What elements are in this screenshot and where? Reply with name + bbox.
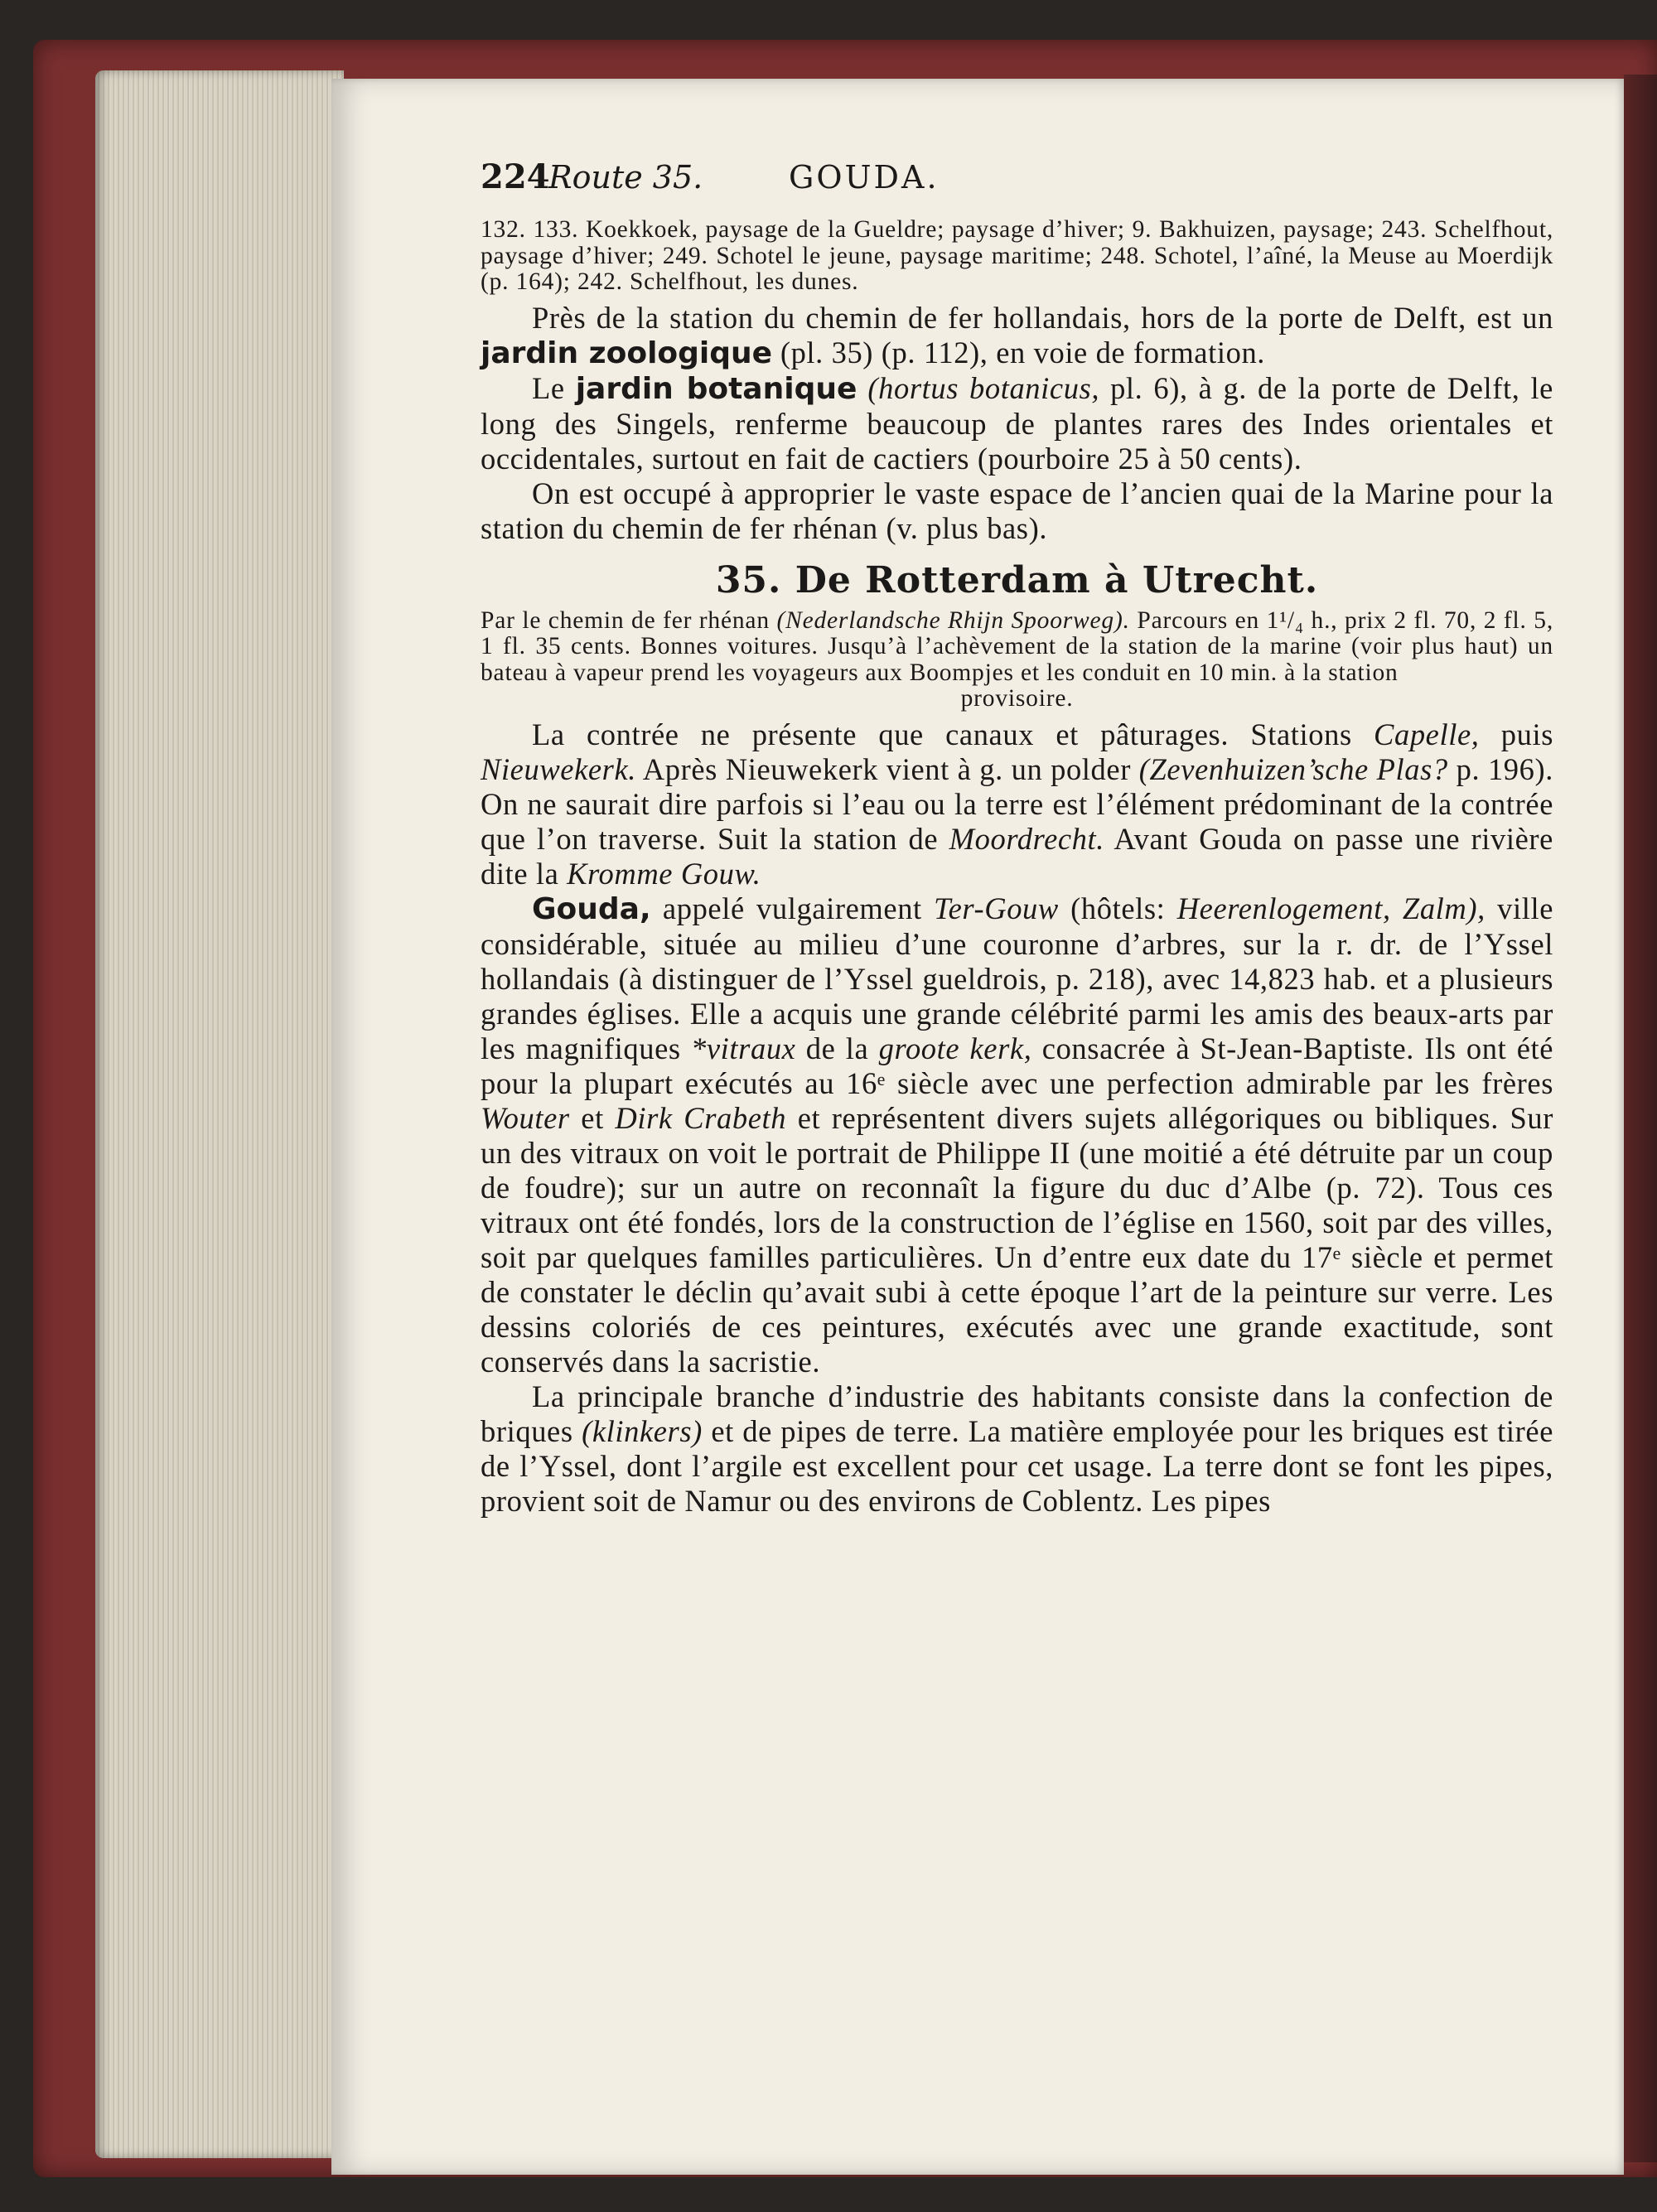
section-note-last-line: provisoire. xyxy=(960,685,1074,712)
botanic-keyword: jardin botanique xyxy=(575,371,857,406)
book-page xyxy=(331,79,1624,2175)
paragraph-industrie: La principale branche d’industrie des habitants consiste dans la confection de briques (klinkers) et de pipes de terre. La matière employée pour les briques est tirée de l’Yssel, dont l’argile est excellent pour cet usage. La terre dont se font les pipes, provient soit de Namur ou des environs de Coblentz. Les pipes xyxy=(481,1379,1554,1518)
paintings-list: 132. 133. Koekkoek, paysage de la Gueldre; paysage d’hiver; 9. Bakhuizen, paysage; 243. Schelfhout, paysage d’hiver; 249. Schotel le jeune, paysage maritime; 248. Schotel, l’aîné, la Meuse au Moerdijk (p. 164); 242. Schelfhout, les dunes. xyxy=(481,216,1553,295)
page-number: 224 xyxy=(481,157,550,196)
paragraph-gouda: Gouda, appelé vulgairement Ter-Gouw (hôtels: Heerenlogement, Zalm), ville considérable, située au milieu d’une couronne d’arbres, sur la r. dr. de l’Yssel hollandais (à distinguer de l’Yssel gueldrois, p. 218), avec 14,823 hab. et a plusieurs grandes églises. Elle a acquis une grande célébrité parmi les amis des beaux-arts par les magnifiques *vitraux de la groote kerk, consacrée à St-Jean-Baptiste. Ils ont été pour la plupart exécutés au 16ᵉ siècle avec une perfection admirable par les frères Wouter et Dirk Crabeth et représentent divers sujets allégoriques ou bibliques. Sur un des vitraux on voit le portrait de Philippe II (une moitié a été détruite par un coup de foudre); sur un autre on reconnaît la figure du duc d’Albe (p. 72). Tous ces vitraux ont été fondés, lors de la construction de l’église en 1560, soit par des villes, soit par quelques familles particulières. Un d’entre eux date du 17ᵉ siècle et permet de constater le déclin qu’avait subi à cette époque l’art de la peinture sur verre. Les dessins coloriés de ces peintures, exécutés avec une grande exactitude, sont conservés dans la sacristie. xyxy=(481,891,1554,1379)
paragraph-quai: On est occupé à approprier le vaste espace de l’ancien quai de la Marine pour la station du chemin de fer rhénan (v. plus bas). xyxy=(481,476,1553,545)
paragraph-zoo: Près de la station du chemin de fer hollandais, hors de la porte de Delft, est un jardin zoologique (pl. 35) (p. 112), en voie de formation. xyxy=(481,300,1553,370)
route-label: Route 35. xyxy=(548,159,703,196)
section-title: De Rotterdam à Utrecht. xyxy=(795,558,1319,601)
page-edges xyxy=(95,70,344,2158)
section-note: Par le chemin de fer rhénan (Nederlandsche Rhijn Spoorweg). Parcours en 1¹/₄ h., prix 2 fl. 70, 2 fl. 5, 1 fl. 35 cents. Bonnes voitures. Jusqu’à l’achèvement de la station de la marine (voir plus haut) un bateau à vapeur prend les voyageurs aux Boompjes et les conduit en 10 min. à la station xyxy=(481,606,1553,686)
running-header xyxy=(481,157,1553,207)
paragraph-botanic: Le jardin botanique (hortus botanicus, pl. 6), à g. de la porte de Delft, le long des Singels, renferme beaucoup de plantes rares des Indes orientales et occidentales, surtout en fait de cactiers (pourboire 25 à 50 cents). xyxy=(481,370,1553,476)
page-content xyxy=(481,157,1553,1519)
zoo-keyword: jardin zoologique xyxy=(481,336,773,370)
section-number: 35. xyxy=(715,558,782,601)
page-title: GOUDA. xyxy=(789,159,940,196)
book-spine-right xyxy=(1624,75,1657,2162)
gouda-keyword: Gouda, xyxy=(532,891,651,926)
section-heading xyxy=(481,559,1553,601)
paragraph-contree: La contrée ne présente que canaux et pâturages. Stations Capelle, puis Nieuwekerk. Après Nieuwekerk vient à g. un polder (Zevenhuizen’sche Plas? p. 196). On ne saurait dire parfois si l’eau ou la terre est l’élément prédominant de la contrée que l’on traverse. Suit la station de Moordrecht. Avant Gouda on passe une rivière dite la Kromme Gouw. xyxy=(481,717,1553,891)
